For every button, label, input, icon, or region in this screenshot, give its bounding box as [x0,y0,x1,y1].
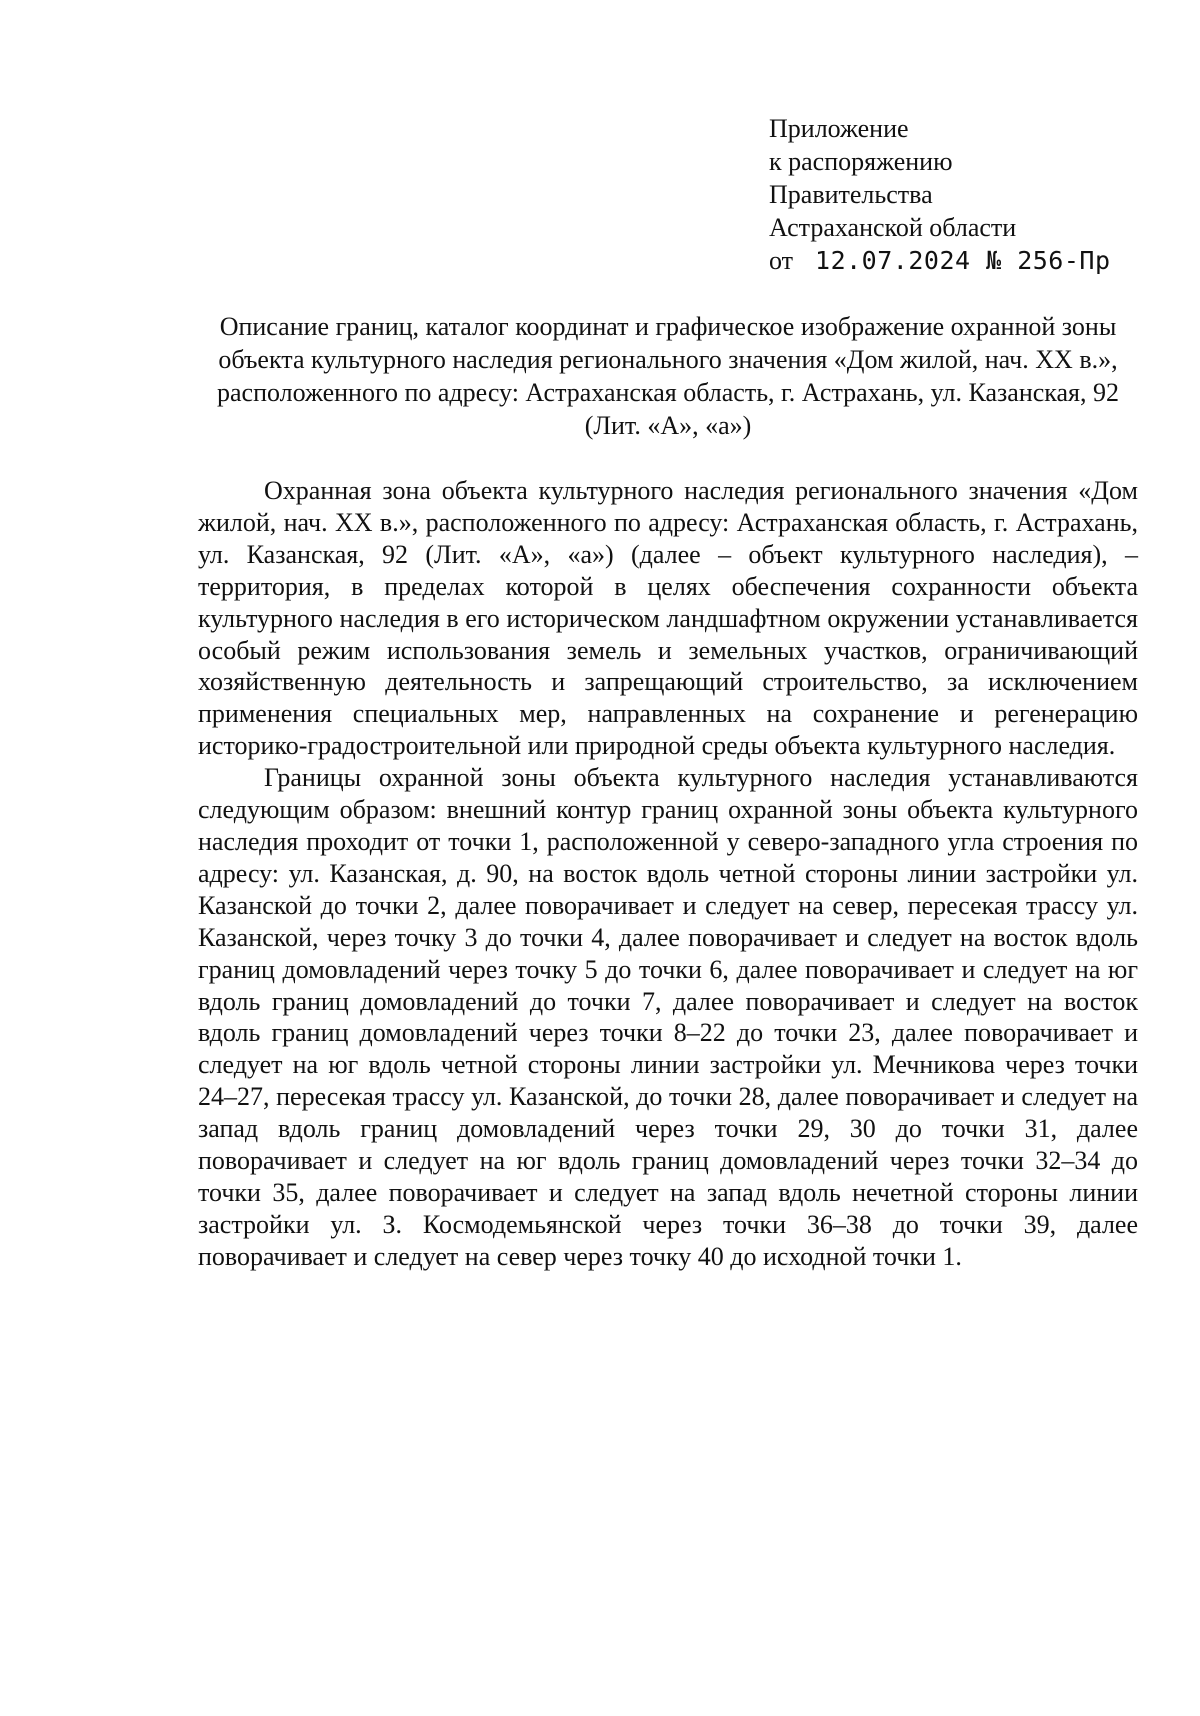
date-prefix: от [769,246,794,275]
document-title: Описание границ, каталог координат и графическое изображение охранной зоны объекта культурного наследия регионального значения «Дом жилой, нач. XX в.», расположенного по адресу: Астраханская область, г. Астрахань, ул. Казанская, 92 (Лит. «А», «а») [216,312,1120,440]
appendix-line-3: Правительства [769,180,933,209]
appendix-line-2: к распоряжению [769,147,953,176]
appendix-date-line [769,244,1111,277]
appendix-line-4: Астраханской области [769,213,1017,242]
body-paragraph-1: Охранная зона объекта культурного наследия регионального значения «Дом жилой, нач. XX в.», расположенного по адресу: Астраханская область, г. Астрахань, ул. Казанская, 92 (Лит. «А», «а») (далее – объект культурного наследия), – территория, в пределах которой в целях обеспечения сохранности объекта культурного наследия в его историческом ландшафтном окружении устанавливается особый режим использования земель и земельных участков, ограничивающий хозяйственную деятельность и запрещающий строительство, за исключением применения специальных мер, направленных на сохранение и регенерацию историко-градостроительной или природной среды объекта культурного наследия. [198,476,1138,761]
body-paragraph-2: Границы охранной зоны объекта культурного наследия устанавливаются следующим образом: внешний контур границ охранной зоны объекта культурного наследия проходит от точки 1, расположенной у северо-западного угла строения по адресу: ул. Казанская, д. 90, на восток вдоль четной стороны линии застройки ул. Казанской до точки 2, далее поворачивает и следует на север, пересекая трассу ул. Казанской, через точку 3 до точки 4, далее поворачивает и следует на восток вдоль границ домовладений через точку 5 до точки 6, далее поворачивает и следует на юг вдоль границ домовладений до точки 7, далее поворачивает и следует на восток вдоль границ домовладений через точки 8–22 до точки 23, далее поворачивает и следует на юг вдоль четной стороны линии застройки ул. Мечникова через точки 24–27, пересекая трассу ул. Казанской, до точки 28, далее поворачивает и следует на запад вдоль границ домовладений через точки 29, 30 до точки 31, далее поворачивает и следует на юг вдоль границ домовладений через точки 32–34 до точки 35, далее поворачивает и следует на запад вдоль нечетной стороны линии застройки ул. З. Космодемьянской через точки 36–38 до точки 39, далее поворачивает и следует на север через точку 40 до исходной точки 1. [198,763,1138,1271]
appendix-line-1: Приложение [769,114,909,143]
appendix-header [769,112,1111,277]
document-body [198,475,1138,1273]
date-number-stamp: 12.07.2024 № 256-Пр [815,246,1111,275]
